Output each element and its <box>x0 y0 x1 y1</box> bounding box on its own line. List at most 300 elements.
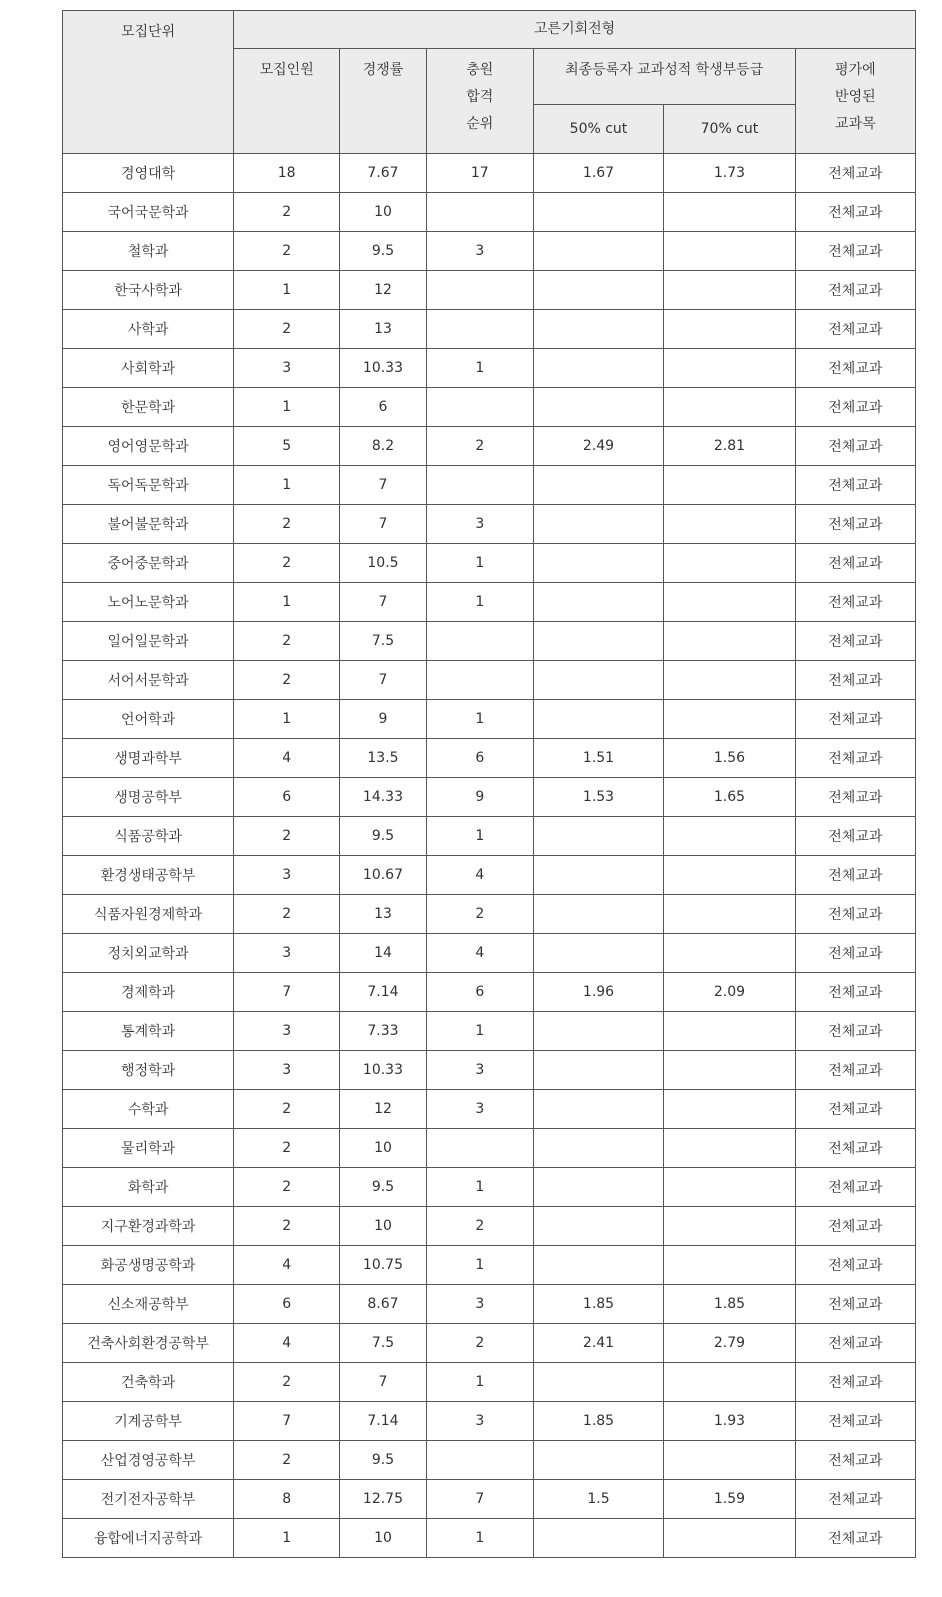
cell-quota: 2 <box>234 544 340 583</box>
table-row <box>63 349 916 388</box>
cell-quota: 2 <box>234 622 340 661</box>
cell-cut-50 <box>533 193 663 232</box>
cell-cut-70: 1.65 <box>664 778 795 817</box>
cell-subjects: 전체교과 <box>795 1129 915 1168</box>
cell-waitlist-rank: 4 <box>426 856 533 895</box>
cell-cut-70: 2.79 <box>664 1324 795 1363</box>
cell-subjects: 전체교과 <box>795 856 915 895</box>
table-row <box>63 427 916 466</box>
cell-quota: 2 <box>234 1441 340 1480</box>
cell-subjects: 전체교과 <box>795 934 915 973</box>
cell-competition: 7.33 <box>340 1012 427 1051</box>
table-row <box>63 661 916 700</box>
cell-cut-50 <box>533 1363 663 1402</box>
cell-unit: 신소재공학부 <box>63 1285 234 1324</box>
cell-quota: 2 <box>234 505 340 544</box>
cell-unit: 불어불문학과 <box>63 505 234 544</box>
cell-cut-70: 2.81 <box>664 427 795 466</box>
cell-unit: 식품공학과 <box>63 817 234 856</box>
cell-cut-70 <box>664 1168 795 1207</box>
cell-cut-50 <box>533 1168 663 1207</box>
cell-quota: 1 <box>234 388 340 427</box>
cell-waitlist-rank <box>426 622 533 661</box>
cell-cut-70 <box>664 1090 795 1129</box>
cell-quota: 1 <box>234 271 340 310</box>
cell-competition: 7 <box>340 661 427 700</box>
cell-unit: 물리학과 <box>63 1129 234 1168</box>
cell-unit: 건축학과 <box>63 1363 234 1402</box>
cell-cut-70 <box>664 1363 795 1402</box>
cell-competition: 13 <box>340 895 427 934</box>
cell-competition: 7 <box>340 466 427 505</box>
cell-subjects: 전체교과 <box>795 700 915 739</box>
cell-subjects: 전체교과 <box>795 1051 915 1090</box>
cell-cut-70 <box>664 895 795 934</box>
cell-quota: 1 <box>234 466 340 505</box>
cell-quota: 7 <box>234 973 340 1012</box>
cell-cut-70 <box>664 622 795 661</box>
header-competition: 경쟁률 <box>340 49 427 154</box>
cell-unit: 전기전자공학부 <box>63 1480 234 1519</box>
table-header <box>63 11 916 154</box>
cell-quota: 5 <box>234 427 340 466</box>
cell-unit: 식품자원경제학과 <box>63 895 234 934</box>
cell-competition: 10.33 <box>340 1051 427 1090</box>
cell-competition: 7 <box>340 505 427 544</box>
cell-subjects: 전체교과 <box>795 973 915 1012</box>
cell-cut-50 <box>533 661 663 700</box>
cell-subjects: 전체교과 <box>795 583 915 622</box>
cell-subjects: 전체교과 <box>795 817 915 856</box>
cell-cut-50: 1.85 <box>533 1285 663 1324</box>
cell-cut-50 <box>533 817 663 856</box>
cell-unit: 철학과 <box>63 232 234 271</box>
cell-subjects: 전체교과 <box>795 1285 915 1324</box>
cell-cut-70 <box>664 1051 795 1090</box>
cell-cut-50 <box>533 1246 663 1285</box>
cell-subjects: 전체교과 <box>795 1012 915 1051</box>
cell-subjects: 전체교과 <box>795 1363 915 1402</box>
cell-competition: 9.5 <box>340 232 427 271</box>
cell-waitlist-rank: 6 <box>426 973 533 1012</box>
cell-unit: 경영대학 <box>63 154 234 193</box>
cell-waitlist-rank <box>426 388 533 427</box>
cell-cut-50: 1.96 <box>533 973 663 1012</box>
cell-waitlist-rank: 3 <box>426 1090 533 1129</box>
cell-cut-50 <box>533 1090 663 1129</box>
cell-quota: 2 <box>234 232 340 271</box>
table-row <box>63 1441 916 1480</box>
cell-cut-50 <box>533 1207 663 1246</box>
header-waitlist-rank: 충원 합격 순위 <box>426 49 533 154</box>
cell-cut-50: 1.51 <box>533 739 663 778</box>
cell-cut-70 <box>664 544 795 583</box>
table-row <box>63 895 916 934</box>
cell-subjects: 전체교과 <box>795 505 915 544</box>
cell-unit: 사학과 <box>63 310 234 349</box>
table-row <box>63 544 916 583</box>
cell-competition: 7.67 <box>340 154 427 193</box>
cell-subjects: 전체교과 <box>795 1480 915 1519</box>
cell-subjects: 전체교과 <box>795 895 915 934</box>
cell-unit: 생명과학부 <box>63 739 234 778</box>
cell-waitlist-rank: 17 <box>426 154 533 193</box>
cell-cut-50: 2.49 <box>533 427 663 466</box>
cell-unit: 행정학과 <box>63 1051 234 1090</box>
cell-quota: 2 <box>234 817 340 856</box>
cell-waitlist-rank: 1 <box>426 1012 533 1051</box>
cell-waitlist-rank: 4 <box>426 934 533 973</box>
cell-subjects: 전체교과 <box>795 349 915 388</box>
cell-waitlist-rank: 3 <box>426 232 533 271</box>
cell-quota: 2 <box>234 1207 340 1246</box>
table-row <box>63 1480 916 1519</box>
cell-unit: 서어서문학과 <box>63 661 234 700</box>
cell-subjects: 전체교과 <box>795 1519 915 1558</box>
cell-cut-70 <box>664 349 795 388</box>
cell-cut-50 <box>533 856 663 895</box>
table-row <box>63 778 916 817</box>
table-row <box>63 1285 916 1324</box>
cell-unit: 화공생명공학과 <box>63 1246 234 1285</box>
cell-unit: 언어학과 <box>63 700 234 739</box>
cell-unit: 정치외교학과 <box>63 934 234 973</box>
cell-competition: 10 <box>340 1129 427 1168</box>
header-unit: 모집단위 <box>63 11 234 154</box>
cell-cut-50 <box>533 583 663 622</box>
cell-competition: 9.5 <box>340 1441 427 1480</box>
cell-competition: 8.67 <box>340 1285 427 1324</box>
cell-waitlist-rank <box>426 310 533 349</box>
cell-competition: 9 <box>340 700 427 739</box>
cell-unit: 통계학과 <box>63 1012 234 1051</box>
table-row <box>63 1402 916 1441</box>
cell-cut-50 <box>533 505 663 544</box>
cell-quota: 3 <box>234 934 340 973</box>
cell-cut-70 <box>664 1441 795 1480</box>
cell-competition: 10.75 <box>340 1246 427 1285</box>
cell-cut-70 <box>664 193 795 232</box>
cell-competition: 10 <box>340 193 427 232</box>
cell-quota: 2 <box>234 1129 340 1168</box>
cell-waitlist-rank: 1 <box>426 700 533 739</box>
cell-cut-50 <box>533 310 663 349</box>
header-cut-50: 50% cut <box>533 105 663 154</box>
cell-quota: 2 <box>234 661 340 700</box>
cell-waitlist-rank: 3 <box>426 1402 533 1441</box>
cell-quota: 3 <box>234 1051 340 1090</box>
cell-competition: 7 <box>340 583 427 622</box>
cell-cut-70 <box>664 1519 795 1558</box>
cell-unit: 국어국문학과 <box>63 193 234 232</box>
cell-waitlist-rank: 2 <box>426 1207 533 1246</box>
cell-unit: 일어일문학과 <box>63 622 234 661</box>
cell-competition: 9.5 <box>340 817 427 856</box>
cell-subjects: 전체교과 <box>795 193 915 232</box>
cell-waitlist-rank <box>426 466 533 505</box>
cell-cut-50: 1.53 <box>533 778 663 817</box>
cell-cut-70: 1.93 <box>664 1402 795 1441</box>
cell-cut-70 <box>664 1129 795 1168</box>
cell-waitlist-rank <box>426 193 533 232</box>
cell-unit: 중어중문학과 <box>63 544 234 583</box>
cell-unit: 생명공학부 <box>63 778 234 817</box>
cell-unit: 수학과 <box>63 1090 234 1129</box>
cell-unit: 융합에너지공학과 <box>63 1519 234 1558</box>
cell-competition: 13.5 <box>340 739 427 778</box>
cell-cut-50 <box>533 895 663 934</box>
cell-cut-50 <box>533 544 663 583</box>
cell-competition: 10.5 <box>340 544 427 583</box>
cell-competition: 12 <box>340 271 427 310</box>
cell-cut-70 <box>664 310 795 349</box>
cell-quota: 8 <box>234 1480 340 1519</box>
cell-cut-70 <box>664 388 795 427</box>
cell-cut-70 <box>664 232 795 271</box>
table-row <box>63 466 916 505</box>
cell-subjects: 전체교과 <box>795 466 915 505</box>
cell-cut-70: 1.73 <box>664 154 795 193</box>
cell-quota: 1 <box>234 583 340 622</box>
cell-quota: 2 <box>234 1168 340 1207</box>
table-row <box>63 1168 916 1207</box>
admission-results-table <box>62 10 916 1558</box>
cell-competition: 7.5 <box>340 622 427 661</box>
cell-cut-70 <box>664 505 795 544</box>
table-row <box>63 583 916 622</box>
cell-subjects: 전체교과 <box>795 1441 915 1480</box>
cell-competition: 10 <box>340 1207 427 1246</box>
cell-subjects: 전체교과 <box>795 1246 915 1285</box>
cell-competition: 7 <box>340 1363 427 1402</box>
cell-cut-70 <box>664 817 795 856</box>
cell-waitlist-rank: 1 <box>426 1363 533 1402</box>
cell-quota: 2 <box>234 895 340 934</box>
cell-unit: 기계공학부 <box>63 1402 234 1441</box>
header-cut-70: 70% cut <box>664 105 795 154</box>
cell-cut-50 <box>533 466 663 505</box>
table-row <box>63 1207 916 1246</box>
cell-unit: 경제학과 <box>63 973 234 1012</box>
cell-subjects: 전체교과 <box>795 778 915 817</box>
cell-subjects: 전체교과 <box>795 154 915 193</box>
cell-subjects: 전체교과 <box>795 1090 915 1129</box>
cell-waitlist-rank: 6 <box>426 739 533 778</box>
cell-cut-50 <box>533 934 663 973</box>
cell-subjects: 전체교과 <box>795 232 915 271</box>
table-row <box>63 856 916 895</box>
cell-waitlist-rank: 2 <box>426 427 533 466</box>
table-row <box>63 622 916 661</box>
cell-cut-50: 1.5 <box>533 1480 663 1519</box>
table-row <box>63 193 916 232</box>
cell-waitlist-rank: 3 <box>426 1051 533 1090</box>
table-row <box>63 817 916 856</box>
cell-cut-50 <box>533 622 663 661</box>
table-body <box>63 154 916 1558</box>
table-row <box>63 1363 916 1402</box>
table-row <box>63 1246 916 1285</box>
cell-quota: 2 <box>234 310 340 349</box>
cell-unit: 한문학과 <box>63 388 234 427</box>
cell-cut-70 <box>664 466 795 505</box>
cell-subjects: 전체교과 <box>795 427 915 466</box>
cell-waitlist-rank: 7 <box>426 1480 533 1519</box>
cell-quota: 2 <box>234 193 340 232</box>
cell-quota: 4 <box>234 739 340 778</box>
header-subjects: 평가에 반영된 교과목 <box>795 49 915 154</box>
header-quota: 모집인원 <box>234 49 340 154</box>
cell-quota: 2 <box>234 1363 340 1402</box>
cell-cut-70 <box>664 1012 795 1051</box>
cell-cut-50 <box>533 1051 663 1090</box>
table-row <box>63 505 916 544</box>
cell-cut-70 <box>664 700 795 739</box>
cell-quota: 3 <box>234 349 340 388</box>
table-row <box>63 232 916 271</box>
cell-cut-50 <box>533 271 663 310</box>
table-row <box>63 700 916 739</box>
cell-unit: 산업경영공학부 <box>63 1441 234 1480</box>
cell-waitlist-rank <box>426 1129 533 1168</box>
cell-waitlist-rank: 2 <box>426 895 533 934</box>
cell-waitlist-rank: 1 <box>426 1519 533 1558</box>
cell-quota: 4 <box>234 1246 340 1285</box>
cell-waitlist-rank: 1 <box>426 349 533 388</box>
cell-cut-70 <box>664 661 795 700</box>
cell-waitlist-rank: 3 <box>426 1285 533 1324</box>
cell-competition: 7.5 <box>340 1324 427 1363</box>
cell-cut-50 <box>533 349 663 388</box>
cell-competition: 10.33 <box>340 349 427 388</box>
cell-cut-50 <box>533 1519 663 1558</box>
cell-cut-70 <box>664 271 795 310</box>
cell-competition: 6 <box>340 388 427 427</box>
table-row <box>63 739 916 778</box>
table-row <box>63 973 916 1012</box>
cell-unit: 환경생태공학부 <box>63 856 234 895</box>
cell-waitlist-rank: 1 <box>426 817 533 856</box>
cell-quota: 3 <box>234 1012 340 1051</box>
cell-cut-50 <box>533 1012 663 1051</box>
cell-competition: 13 <box>340 310 427 349</box>
cell-competition: 10.67 <box>340 856 427 895</box>
cell-unit: 지구환경과학과 <box>63 1207 234 1246</box>
table-row <box>63 1519 916 1558</box>
cell-cut-70 <box>664 1246 795 1285</box>
cell-subjects: 전체교과 <box>795 310 915 349</box>
cell-waitlist-rank: 2 <box>426 1324 533 1363</box>
table-row <box>63 1051 916 1090</box>
cell-subjects: 전체교과 <box>795 388 915 427</box>
cell-subjects: 전체교과 <box>795 739 915 778</box>
table-row <box>63 1129 916 1168</box>
cell-waitlist-rank: 3 <box>426 505 533 544</box>
cell-cut-50 <box>533 232 663 271</box>
cell-waitlist-rank <box>426 661 533 700</box>
cell-unit: 한국사학과 <box>63 271 234 310</box>
cell-subjects: 전체교과 <box>795 661 915 700</box>
cell-quota: 2 <box>234 1090 340 1129</box>
cell-unit: 영어영문학과 <box>63 427 234 466</box>
cell-quota: 1 <box>234 1519 340 1558</box>
cell-cut-50 <box>533 1441 663 1480</box>
header-grade-group: 최종등록자 교과성적 학생부등급 <box>533 49 795 105</box>
cell-quota: 6 <box>234 1285 340 1324</box>
table-row <box>63 271 916 310</box>
admission-table-container <box>62 10 916 1558</box>
cell-cut-70 <box>664 1207 795 1246</box>
cell-competition: 12.75 <box>340 1480 427 1519</box>
cell-unit: 독어독문학과 <box>63 466 234 505</box>
cell-unit: 사회학과 <box>63 349 234 388</box>
table-row <box>63 1090 916 1129</box>
table-row <box>63 934 916 973</box>
cell-cut-50 <box>533 1129 663 1168</box>
cell-subjects: 전체교과 <box>795 1324 915 1363</box>
table-row <box>63 1012 916 1051</box>
cell-subjects: 전체교과 <box>795 544 915 583</box>
table-row <box>63 154 916 193</box>
cell-cut-70: 2.09 <box>664 973 795 1012</box>
cell-cut-70: 1.59 <box>664 1480 795 1519</box>
cell-quota: 6 <box>234 778 340 817</box>
cell-quota: 18 <box>234 154 340 193</box>
header-track: 고른기회전형 <box>234 11 916 49</box>
cell-cut-70: 1.56 <box>664 739 795 778</box>
cell-cut-50: 2.41 <box>533 1324 663 1363</box>
cell-quota: 3 <box>234 856 340 895</box>
table-row <box>63 388 916 427</box>
cell-competition: 7.14 <box>340 1402 427 1441</box>
cell-waitlist-rank: 9 <box>426 778 533 817</box>
cell-subjects: 전체교과 <box>795 271 915 310</box>
cell-competition: 12 <box>340 1090 427 1129</box>
cell-cut-50 <box>533 388 663 427</box>
cell-subjects: 전체교과 <box>795 1402 915 1441</box>
table-row <box>63 310 916 349</box>
cell-subjects: 전체교과 <box>795 1207 915 1246</box>
cell-waitlist-rank: 1 <box>426 544 533 583</box>
cell-waitlist-rank: 1 <box>426 1168 533 1207</box>
cell-cut-70: 1.85 <box>664 1285 795 1324</box>
cell-cut-50 <box>533 700 663 739</box>
cell-competition: 8.2 <box>340 427 427 466</box>
cell-subjects: 전체교과 <box>795 622 915 661</box>
cell-cut-50: 1.85 <box>533 1402 663 1441</box>
cell-quota: 1 <box>234 700 340 739</box>
cell-unit: 건축사회환경공학부 <box>63 1324 234 1363</box>
cell-waitlist-rank <box>426 271 533 310</box>
cell-waitlist-rank <box>426 1441 533 1480</box>
cell-waitlist-rank: 1 <box>426 1246 533 1285</box>
cell-unit: 노어노문학과 <box>63 583 234 622</box>
cell-subjects: 전체교과 <box>795 1168 915 1207</box>
cell-competition: 9.5 <box>340 1168 427 1207</box>
cell-cut-70 <box>664 583 795 622</box>
cell-competition: 10 <box>340 1519 427 1558</box>
cell-waitlist-rank: 1 <box>426 583 533 622</box>
cell-cut-50: 1.67 <box>533 154 663 193</box>
cell-quota: 7 <box>234 1402 340 1441</box>
cell-quota: 4 <box>234 1324 340 1363</box>
cell-competition: 14.33 <box>340 778 427 817</box>
cell-competition: 14 <box>340 934 427 973</box>
cell-unit: 화학과 <box>63 1168 234 1207</box>
cell-competition: 7.14 <box>340 973 427 1012</box>
table-row <box>63 1324 916 1363</box>
cell-cut-70 <box>664 856 795 895</box>
